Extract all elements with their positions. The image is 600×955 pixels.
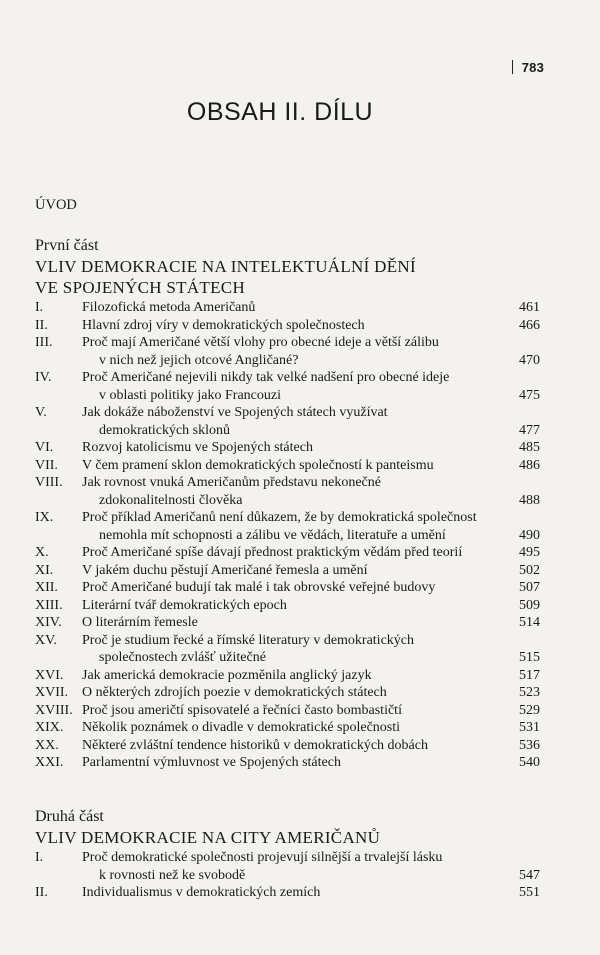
chapter-number: XVIII. [35, 702, 73, 718]
chapter-number: VIII. [35, 475, 63, 490]
chapter-page: 470 [519, 352, 540, 368]
chapter-page: 477 [519, 422, 540, 438]
toc-entry [35, 562, 540, 580]
chapter-number: IV. [35, 370, 52, 385]
chapter-page: 461 [519, 300, 540, 315]
part-label: První část [35, 237, 99, 254]
chapter-page: 536 [519, 737, 540, 753]
toc-entry [35, 667, 540, 685]
chapter-number: I. [35, 300, 44, 315]
chapter-page: 466 [519, 317, 540, 333]
chapter-title-line: Proč je studium řecké a římské literatury v demokratických [82, 632, 415, 648]
chapter-title-line: Jak americká demokracie pozměnila anglický jazyk [82, 667, 372, 683]
toc-entry [35, 317, 540, 335]
toc-entry [35, 632, 540, 667]
toc-entry [35, 369, 540, 404]
toc-entry [35, 702, 540, 720]
chapter-title-line: Jak dokáže náboženství ve Spojených státech využívat [82, 405, 388, 420]
chapter-number: VI. [35, 440, 54, 455]
chapter-title-line: Některé zvláštní tendence historiků v demokratických dobách [82, 737, 428, 753]
chapter-title-line: Proč mají Američané větší vlohy pro obecné ideje a větší zálibu [82, 335, 439, 350]
toc-entry [35, 597, 540, 615]
toc-entry [35, 299, 540, 317]
chapter-number: II. [35, 317, 48, 333]
chapter-title-line: Proč demokratické společnosti projevují silnější a trvalejší lásku [82, 850, 443, 865]
chapter-number: XVI. [35, 667, 64, 683]
chapter-page: 523 [519, 685, 540, 700]
chapter-number: V. [35, 405, 47, 420]
chapter-title-line: Literární tvář demokratických epoch [82, 597, 287, 613]
chapter-page: 551 [519, 885, 540, 900]
toc-entry [35, 884, 540, 902]
chapter-title-line: zdokonalitelnosti člověka [99, 492, 243, 508]
chapter-title-line: Proč Američané budují tak malé i tak obrovské veřejné budovy [82, 580, 436, 595]
chapter-page: 531 [519, 720, 540, 735]
chapter-number: XIII. [35, 597, 63, 613]
chapter-page: 540 [519, 755, 540, 770]
chapter-title-line: v nich než jejich otcové Angličané? [99, 352, 299, 368]
chapter-page: 475 [519, 387, 540, 403]
chapter-number: XV. [35, 632, 57, 648]
chapter-title-line: Proč příklad Američanů není důkazem, že by demokratická společnost [82, 510, 477, 525]
toc-entry [35, 737, 540, 755]
part-1 [35, 236, 540, 772]
chapter-title-line: V čem pramení sklon demokratických společností k panteismu [82, 457, 434, 473]
chapter-number: XVII. [35, 685, 69, 700]
toc-entry [35, 579, 540, 597]
part-title-line: VE SPOJENÝCH STÁTECH [35, 278, 246, 297]
chapter-number: XIX. [35, 720, 64, 735]
toc-entry [35, 754, 540, 772]
chapter-title-line: demokratických sklonů [99, 422, 231, 438]
header-rule [512, 60, 513, 74]
chapter-title-line: Proč Američané nejevili nikdy tak velké nadšení pro obecné ideje [82, 370, 450, 385]
chapter-number: VII. [35, 457, 58, 473]
chapter-title-line: O některých zdrojích poezie v demokratických státech [82, 685, 387, 700]
chapter-page: 502 [519, 562, 540, 578]
chapter-title-line: Parlamentní výmluvnost ve Spojených státech [82, 755, 341, 770]
toc-entry [35, 457, 540, 475]
chapter-page: 509 [519, 597, 540, 613]
chapter-number: XII. [35, 580, 58, 595]
chapter-title-line: Několik poznámek o divadle v demokratické společnosti [82, 720, 401, 735]
chapter-title-line: Proč jsou američtí spisovatelé a řečníci často bombastičtí [82, 702, 402, 718]
toc-entry [35, 684, 540, 702]
toc-entry [35, 849, 540, 884]
part-2 [35, 807, 540, 902]
part-title-line: VLIV DEMOKRACIE NA CITY AMERIČANŮ [35, 828, 381, 847]
chapter-number: I. [35, 850, 44, 865]
chapter-title-line: Individualismus v demokratických zemích [82, 885, 321, 900]
chapter-number: XI. [35, 562, 54, 578]
toc-entry [35, 544, 540, 562]
chapter-page: 515 [519, 650, 540, 665]
chapter-page: 507 [519, 580, 540, 595]
chapter-title-line: v oblasti politiky jako Francouzi [99, 387, 281, 403]
chapter-page: 547 [519, 867, 540, 883]
chapter-title-line: Proč Američané spíše dávají přednost praktickým vědám před teorií [82, 545, 463, 560]
chapter-title-line: Jak rovnost vnuká Američanům představu nekonečné [82, 475, 381, 490]
page-number: 783 [512, 60, 544, 75]
chapter-title-line: V jakém duchu pěstují Američané řemesla a umění [82, 562, 368, 578]
toc-entry [35, 719, 540, 737]
chapter-number: XXI. [35, 755, 64, 770]
chapter-page: 490 [519, 527, 540, 543]
toc-entry [35, 334, 540, 369]
chapter-page: 486 [519, 457, 540, 473]
toc-entry [35, 509, 540, 544]
toc-entry [35, 614, 540, 632]
chapter-title-line: O literárním řemesle [82, 615, 198, 630]
toc-entry [35, 404, 540, 439]
chapter-number: III. [35, 335, 53, 350]
chapter-page: 529 [519, 702, 540, 718]
toc-entry [35, 439, 540, 457]
chapter-page: 485 [519, 440, 540, 455]
chapter-list [35, 849, 540, 902]
page-title: OBSAH II. DÍLU [186, 98, 374, 126]
part-title-line: VLIV DEMOKRACIE NA INTELEKTUÁLNÍ DĚNÍ [35, 257, 416, 276]
chapter-page: 488 [519, 492, 540, 508]
chapter-title-line: společnostech zvlášť užitečné [99, 650, 266, 665]
chapter-number: X. [35, 545, 49, 560]
chapter-page: 517 [519, 667, 540, 683]
chapter-title-line: Rozvoj katolicismu ve Spojených státech [82, 440, 313, 455]
toc-entry [35, 474, 540, 509]
chapter-number: XX. [35, 737, 59, 753]
intro-heading: ÚVOD [35, 197, 77, 213]
part-label: Druhá část [35, 808, 104, 825]
chapter-page: 495 [519, 545, 540, 560]
chapter-title-line: Hlavní zdroj víry v demokratických společnostech [82, 317, 365, 333]
chapter-title-line: k rovnosti než ke svobodě [99, 867, 246, 883]
chapter-title-line: Filozofická metoda Američanů [82, 300, 256, 315]
chapter-title-line: nemohla mít schopnosti a zálibu ve vědách, literatuře a umění [99, 527, 446, 543]
chapter-page: 514 [519, 615, 540, 630]
chapter-number: XIV. [35, 615, 62, 630]
chapter-number: IX. [35, 510, 54, 525]
chapter-list [35, 299, 540, 772]
chapter-number: II. [35, 885, 48, 900]
